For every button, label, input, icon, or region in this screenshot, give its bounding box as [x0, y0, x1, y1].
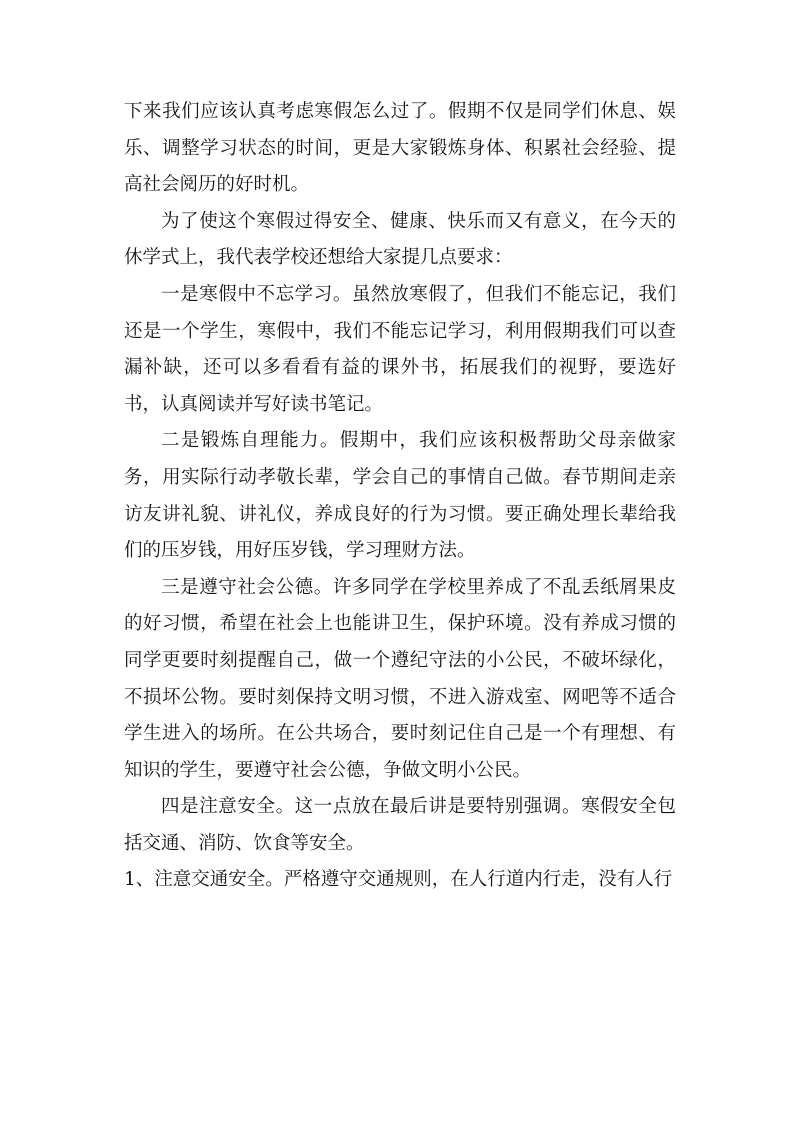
- paragraph-intro: 下来我们应该认真考虑寒假怎么过了。假期不仅是同学们休息、娱乐、调整学习状态的时间，更是大家锻炼身体、积累社会经验、提高社会阅历的好时机。: [124, 101, 676, 196]
- paragraph-social-ethics: 三是遵守社会公德。许多同学在学校里养成了不乱丢纸屑果皮的好习惯，希望在社会上也能讲卫生，保护环境。没有养成习惯的同学更要时刻提醒自己，做一个遵纪守法的小公民，不破坏绿化，不损坏公物。要时刻保持文明习惯，不进入游戏室、网吧等不适合学生进入的场所。在公共场合，要时刻记住自己是一个有理想、有知识的学生，要遵守社会公德，争做文明小公民。: [124, 576, 676, 781]
- paragraph-self-care: 二是锻炼自理能力。假期中，我们应该积极帮助父母亲做家务，用实际行动孝敬长辈，学会自己的事情自己做。春节期间走亲访友讲礼貌、讲礼仪，养成良好的行为习惯。要正确处理长辈给我们的压岁钱，用好压岁钱，学习理财方法。: [124, 430, 676, 562]
- paragraph-requirements-lead: 为了使这个寒假过得安全、健康、快乐而又有意义，在今天的休学式上，我代表学校还想给大家提几点要求：: [124, 210, 676, 269]
- paragraph-traffic-safety: 1、注意交通安全。严格遵守交通规则，在人行道内行走，没有人行: [124, 869, 673, 891]
- document-body: [124, 94, 676, 899]
- paragraph-safety: 四是注意安全。这一点放在最后讲是要特别强调。寒假安全包括交通、消防、饮食等安全。: [124, 796, 676, 854]
- paragraph-study: 一是寒假中不忘学习。虽然放寒假了，但我们不能忘记，我们还是一个学生，寒假中，我们不能忘记学习，利用假期我们可以查漏补缺，还可以多看看有益的课外书，拓展我们的视野，要选好书，认真阅读并写好读书笔记。: [124, 283, 676, 415]
